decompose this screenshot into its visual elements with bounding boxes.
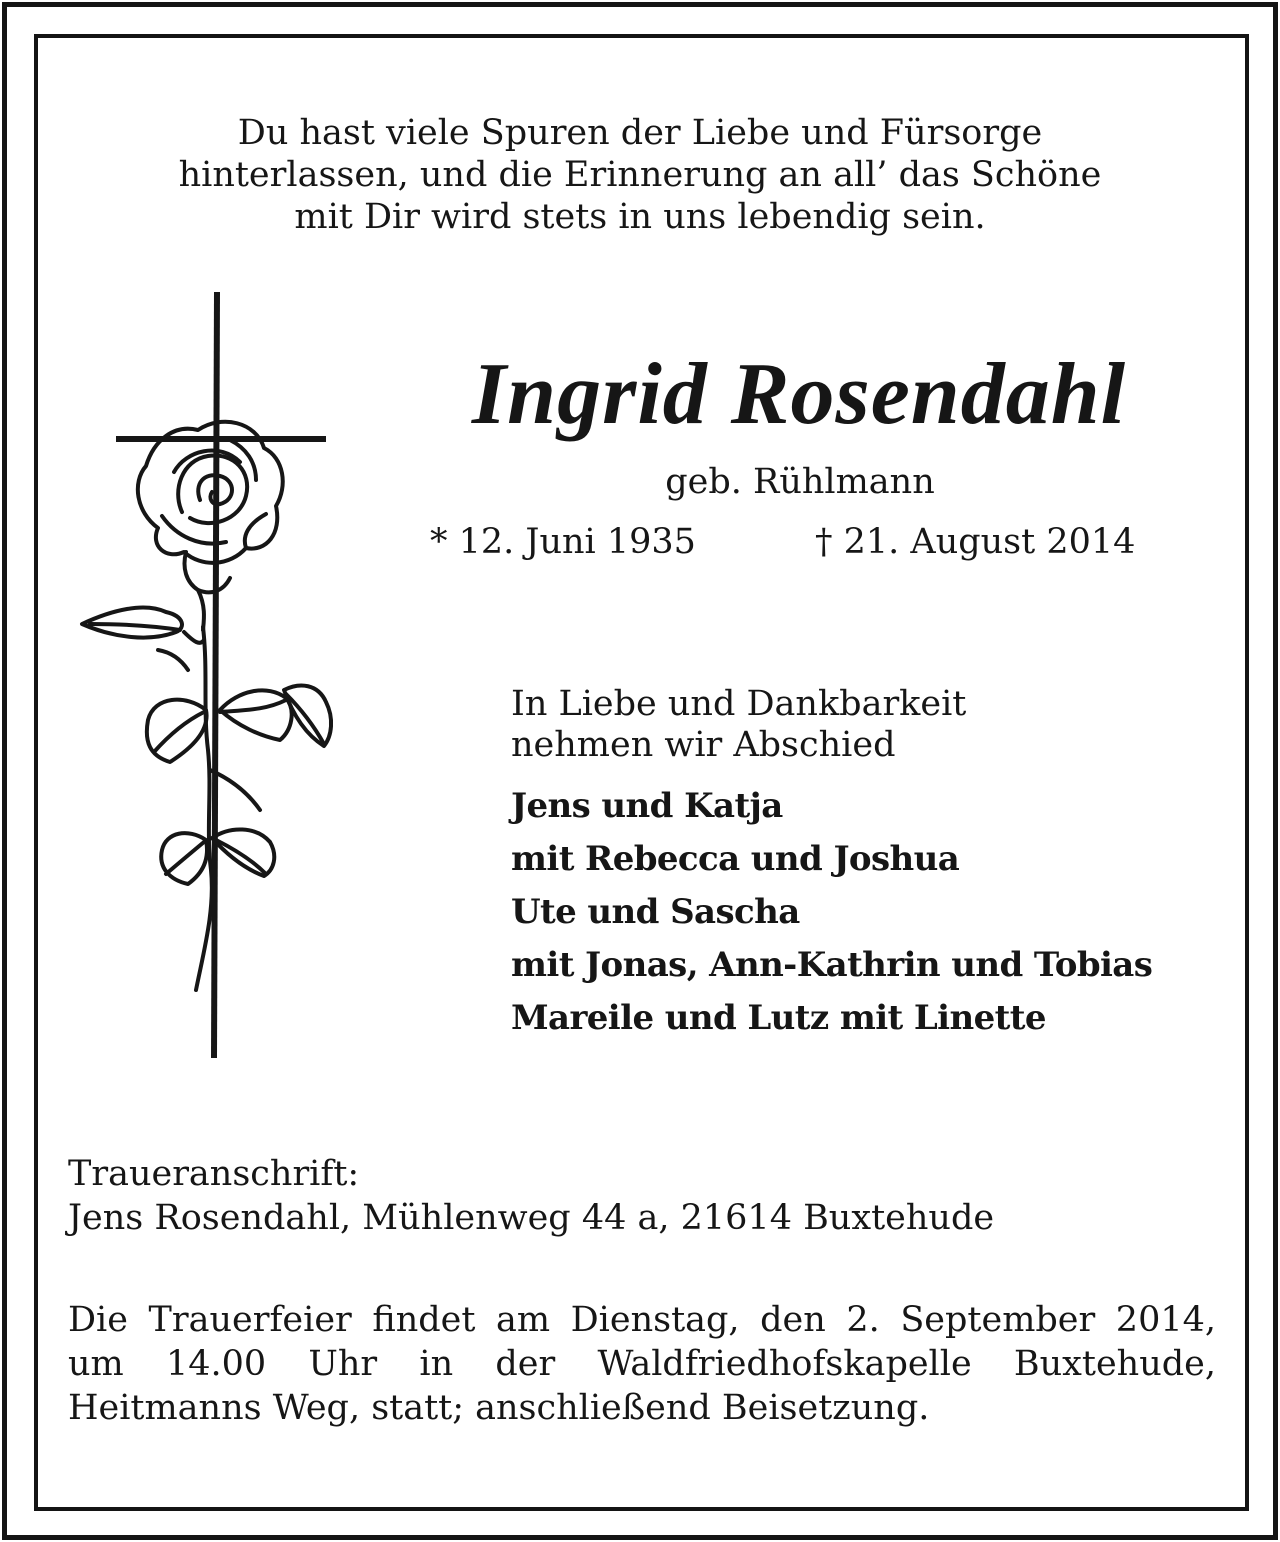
address-value: Jens Rosendahl, Mühlenweg 44 a, 21614 Buxtehude	[68, 1198, 995, 1238]
mourner-line: mit Rebecca und Joshua	[511, 839, 960, 879]
mourning-address	[68, 1152, 994, 1240]
rose-icon	[82, 422, 331, 990]
cross-icon	[116, 292, 326, 1058]
mourners-list	[511, 780, 1152, 1045]
address-label: Traueranschrift:	[68, 1154, 360, 1194]
verse-line: hinterlassen, und die Erinnerung an all’ das Schöne	[178, 155, 1102, 195]
birth-date: * 12. Juni 1935	[430, 522, 696, 562]
service-line: um 14.00 Uhr in der Waldfriedhofskapelle Buxtehude,	[68, 1344, 1216, 1384]
mourner-line: Ute und Sascha	[511, 892, 800, 932]
mourner-line: Mareile und Lutz mit Linette	[511, 998, 1046, 1038]
maiden-name: geb. Rühlmann	[665, 462, 935, 502]
funeral-service-notice	[68, 1298, 1216, 1430]
service-line: Heitmanns Weg, statt; anschließend Beisetzung.	[68, 1388, 930, 1428]
verse	[100, 112, 1180, 238]
mourner-line: mit Jonas, Ann-Kathrin und Tobias	[511, 945, 1153, 985]
death-date: † 21. August 2014	[815, 522, 1136, 562]
mourner-line: Jens und Katja	[511, 786, 783, 826]
mourners-intro-line: In Liebe und Dankbarkeit	[511, 684, 967, 724]
verse-line: Du hast viele Spuren der Liebe und Fürsorge	[237, 113, 1043, 153]
service-line: Die Trauerfeier findet am Dienstag, den 2. September 2014,	[68, 1300, 1216, 1340]
deceased-name: Ingrid Rosendahl	[471, 346, 1127, 443]
mourners-intro	[511, 684, 966, 766]
verse-line: mit Dir wird stets in uns lebendig sein.	[294, 197, 986, 237]
cross-and-rose-illustration	[70, 290, 360, 1070]
mourners-intro-line: nehmen wir Abschied	[511, 725, 896, 765]
